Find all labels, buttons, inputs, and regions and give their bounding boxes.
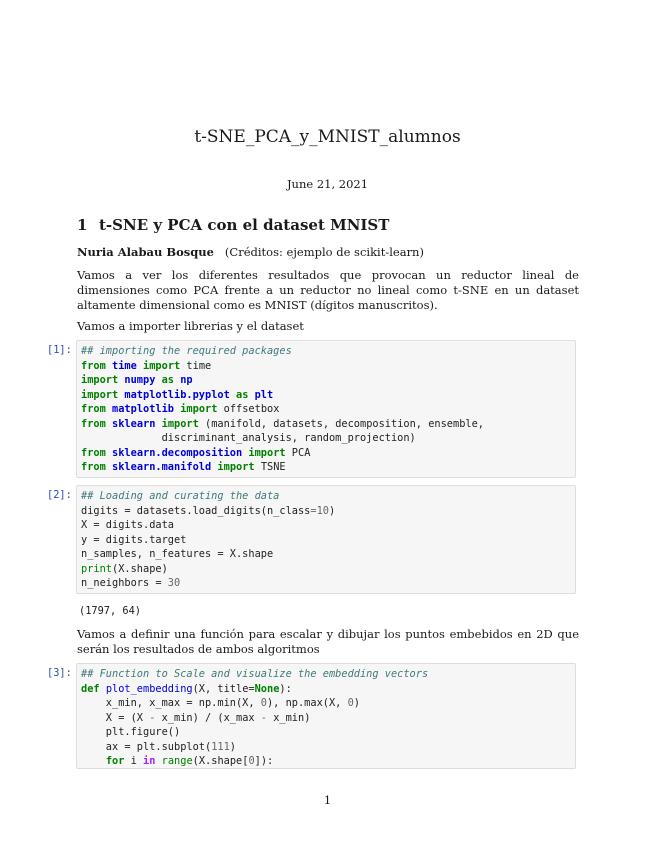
code-line xyxy=(81,533,335,548)
code-line xyxy=(81,460,484,475)
code-line xyxy=(81,446,484,461)
function-paragraph: Vamos a definir una función para escalar y dibujar los puntos embebidos en 2D que serán los resultados de ambos algoritmos xyxy=(77,627,579,656)
code-token: from xyxy=(81,461,106,473)
section-number: 1 xyxy=(77,216,88,234)
code-token: x_min, x_max = np.min(X, xyxy=(81,697,261,709)
code-token: n_samples, n_features = X.shape xyxy=(81,548,274,560)
code-line xyxy=(81,417,484,432)
code-line xyxy=(81,547,335,562)
code-token: from xyxy=(81,417,106,430)
code-token: discriminant_analysis, random_projection) xyxy=(81,432,416,444)
code-line xyxy=(81,725,428,740)
code-line xyxy=(81,373,484,388)
code-token: plt.figure() xyxy=(81,726,181,738)
code-token: digits = datasets.load_digits(n_class xyxy=(81,504,311,517)
document-date: June 21, 2021 xyxy=(286,177,369,191)
code-cell-2[interactable] xyxy=(76,485,576,594)
code-token: 0 xyxy=(248,755,255,767)
code-line xyxy=(81,682,428,697)
code-line xyxy=(81,504,335,519)
code-token: PCA xyxy=(285,446,311,459)
code-token: import xyxy=(180,403,218,415)
code-token: ax = plt.subplot( xyxy=(81,740,212,753)
code-token: as xyxy=(236,388,249,401)
code-token: import xyxy=(248,446,286,459)
code-token: (X.shape) xyxy=(112,562,168,575)
code-token: = xyxy=(310,504,317,517)
code-token: ## importing the required packages xyxy=(81,345,292,357)
code-cell-2-source xyxy=(81,489,335,591)
code-token: ) xyxy=(229,740,236,753)
code-token: ), np.max(X, xyxy=(266,697,348,709)
code-line xyxy=(81,667,428,682)
code-line xyxy=(81,576,335,591)
code-token: ) xyxy=(328,504,336,517)
code-token: time xyxy=(112,359,137,372)
code-token: (X.shape[ xyxy=(192,755,249,767)
code-token: offsetbox xyxy=(217,403,280,415)
code-line xyxy=(81,344,484,359)
code-token: X = (X xyxy=(81,711,150,724)
code-token: None xyxy=(254,682,280,695)
code-line xyxy=(81,740,428,755)
cell-1-prompt: [1]: xyxy=(47,344,72,356)
code-token: matplotlib.pyplot xyxy=(124,388,230,401)
cell-3-prompt: [3]: xyxy=(47,667,72,679)
cell-2-output: (1797, 64) xyxy=(79,605,141,617)
code-token: - xyxy=(149,711,156,724)
code-token: from xyxy=(81,359,106,372)
code-token: sklearn xyxy=(112,417,156,430)
code-cell-3[interactable] xyxy=(76,663,576,769)
section-title: t-SNE y PCA con el dataset MNIST xyxy=(99,216,390,234)
code-token: i xyxy=(124,755,144,767)
code-token: plt xyxy=(254,388,274,401)
code-cell-3-source xyxy=(81,667,428,769)
code-line xyxy=(81,562,335,577)
code-token: np xyxy=(180,374,193,386)
code-token: import xyxy=(143,359,181,372)
code-token: x_min) xyxy=(267,711,311,724)
document-title: t-SNE_PCA_y_MNIST_alumnos xyxy=(194,127,461,147)
code-token: def xyxy=(81,682,100,695)
code-token: ): xyxy=(279,682,292,695)
code-token xyxy=(81,755,106,767)
code-token: ## Loading and curating the data xyxy=(81,490,280,502)
code-token: ]): xyxy=(254,755,274,767)
cell-2-prompt: [2]: xyxy=(47,489,72,501)
code-token: n_neighbors = xyxy=(81,577,168,589)
code-line xyxy=(81,489,335,504)
code-token: 0 xyxy=(260,697,267,709)
code-token: X = digits.data xyxy=(81,519,174,531)
section-heading xyxy=(77,216,389,234)
page-number: 1 xyxy=(323,793,332,807)
code-token: - xyxy=(260,711,267,724)
code-token: (manifold, datasets, decomposition, ensemble, xyxy=(198,417,484,430)
code-line xyxy=(81,711,428,726)
code-token: x_min) / (x_max xyxy=(155,711,261,724)
code-line xyxy=(81,696,428,711)
code-token: as xyxy=(161,374,175,386)
credits-text: (Créditos: ejemplo de scikit-learn) xyxy=(224,245,424,259)
code-token: in xyxy=(143,755,156,767)
code-token: sklearn.decomposition xyxy=(112,446,243,459)
author-line xyxy=(77,245,579,260)
author-name: Nuria Alabau Bosque xyxy=(77,245,214,259)
code-cell-1[interactable] xyxy=(76,340,576,478)
code-token: plot_embedding xyxy=(105,682,193,695)
code-token: 10 xyxy=(316,504,329,517)
code-token: 111 xyxy=(211,740,230,753)
code-token: sklearn.manifold xyxy=(112,461,212,473)
code-line xyxy=(81,388,484,403)
code-line xyxy=(81,402,484,417)
code-token: time xyxy=(180,359,212,372)
code-cell-1-source xyxy=(81,344,484,475)
code-token: import xyxy=(217,461,255,473)
code-token: for xyxy=(105,755,125,767)
code-token: 30 xyxy=(167,577,181,589)
code-line xyxy=(81,518,335,533)
code-token: range xyxy=(161,755,193,767)
code-token: matplotlib xyxy=(112,403,175,415)
code-token: ) xyxy=(353,697,360,709)
code-line xyxy=(81,359,484,374)
import-paragraph: Vamos a importer librerias y el dataset xyxy=(77,319,304,333)
code-token: print xyxy=(81,562,112,575)
code-line xyxy=(81,754,428,769)
code-token: numpy xyxy=(124,374,156,386)
code-token: import xyxy=(81,388,119,401)
code-token: import xyxy=(81,374,119,386)
code-token: import xyxy=(161,417,199,430)
code-token: TSNE xyxy=(254,461,286,473)
code-token: from xyxy=(81,403,106,415)
code-token: from xyxy=(81,446,106,459)
code-token: y = digits.target xyxy=(81,533,187,546)
intro-paragraph: Vamos a ver los diferentes resultados que provocan un reductor lineal de dimensiones como PCA frente a un reductor no lineal como t-SNE en un dataset altamente dimensional como es MNIST (dígitos manuscritos). xyxy=(77,268,579,312)
code-line xyxy=(81,431,484,446)
code-token: ## Function to Scale and visualize the embedding vectors xyxy=(81,668,429,680)
code-token: (X, title= xyxy=(192,682,255,695)
code-token: 0 xyxy=(347,697,354,709)
